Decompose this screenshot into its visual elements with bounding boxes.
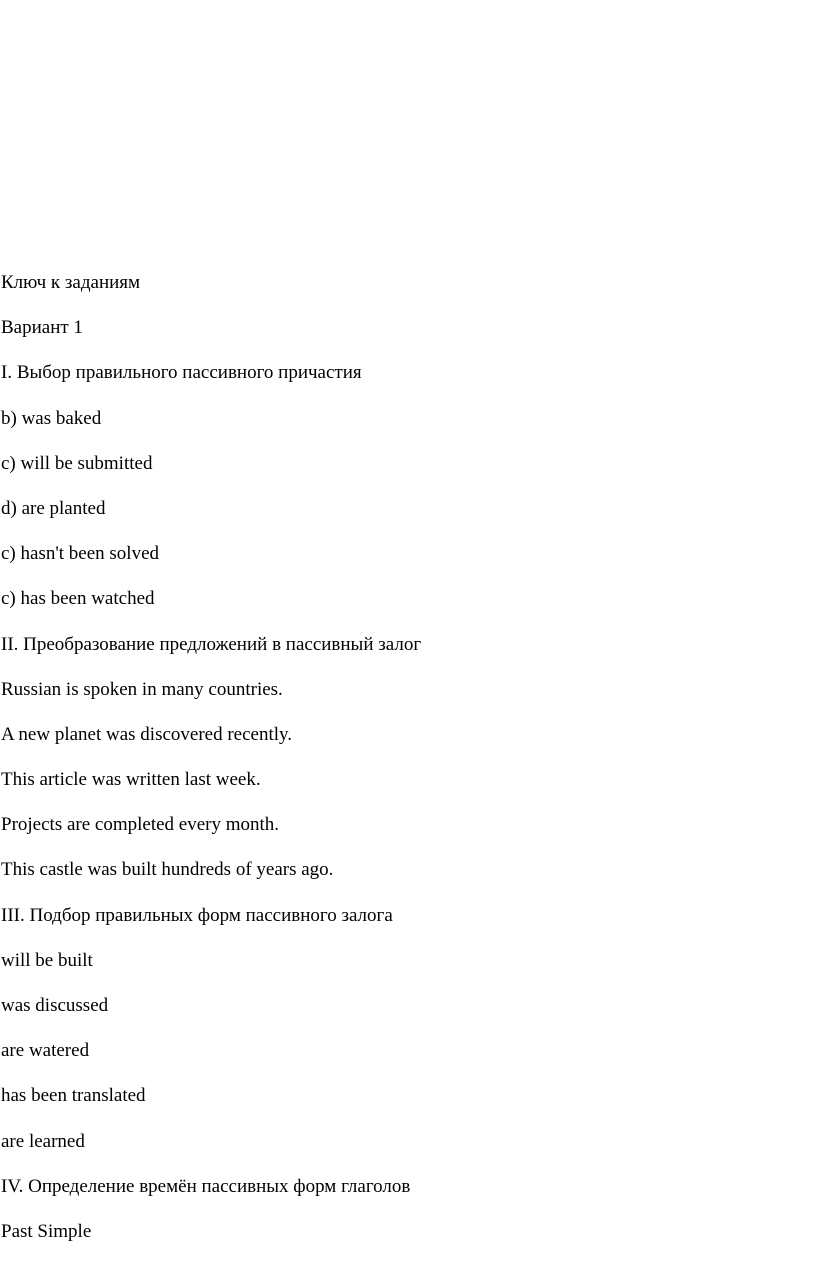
answer-line: d) are planted <box>1 497 106 519</box>
answer-line: will be built <box>1 949 93 971</box>
answer-line: This castle was built hundreds of years ago. <box>1 859 334 881</box>
answer-line: Past Simple <box>1 1220 92 1242</box>
answer-line: c) hasn't been solved <box>1 543 160 565</box>
section-heading: III. Подбор правильных форм пассивного залога <box>1 904 393 926</box>
answer-line: b) was baked <box>1 407 102 429</box>
answer-line: Projects are completed every month. <box>1 814 280 836</box>
answer-line: This article was written last week. <box>1 769 261 791</box>
document-body <box>0 269 816 1263</box>
variant-label: Вариант 1 <box>1 317 83 339</box>
section-heading: II. Преобразование предложений в пассивный залог <box>1 633 422 655</box>
answer-line: c) will be submitted <box>1 452 153 474</box>
answer-line: Russian is spoken in many countries. <box>1 678 283 700</box>
answer-line: are watered <box>1 1040 90 1062</box>
document-title: Ключ к заданиям <box>1 272 141 293</box>
section-heading: I. Выбор правильного пассивного причастия <box>1 362 362 384</box>
answer-line: are learned <box>1 1130 85 1152</box>
answer-line: has been translated <box>1 1085 146 1107</box>
answer-line: c) has been watched <box>1 588 155 610</box>
section-heading: IV. Определение времён пассивных форм глаголов <box>1 1175 411 1197</box>
answer-line: A new planet was discovered recently. <box>1 723 293 745</box>
answer-line: was discussed <box>1 995 109 1016</box>
